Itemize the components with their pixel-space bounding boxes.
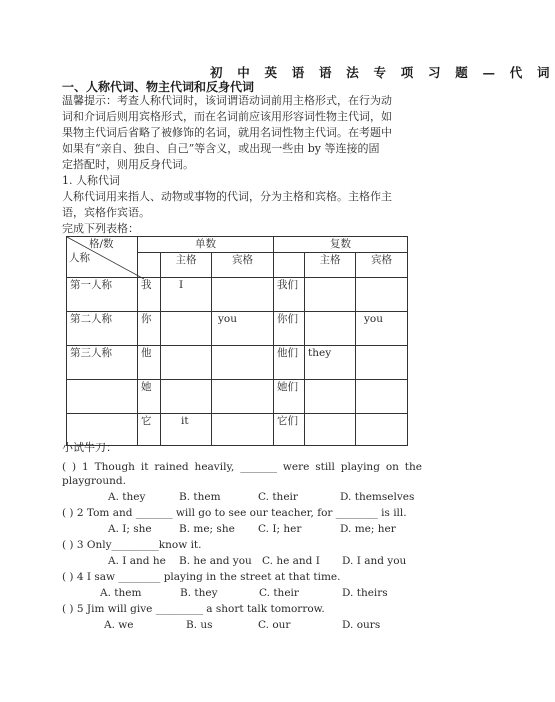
plural-word: 她们 — [274, 380, 305, 414]
singular-nominative — [161, 312, 212, 346]
table-row — [67, 414, 408, 446]
singular-word: 她 — [138, 380, 161, 414]
option-d[interactable]: D. theirs — [342, 587, 388, 599]
pronoun-table — [66, 236, 408, 446]
answer-paren[interactable]: ( ) — [62, 603, 74, 615]
document-title: 初 中 英 语 语 法 专 项 习 题 — 代 词 — [210, 65, 555, 80]
plural-nominative — [305, 414, 356, 446]
table-corner-cell — [67, 237, 138, 278]
singular-accusative — [212, 278, 274, 312]
singular-word: 我 — [138, 278, 161, 312]
header-nominative: 主格 — [161, 253, 212, 278]
singular-nominative — [161, 346, 212, 380]
option-c[interactable]: C. their — [258, 491, 298, 503]
plural-word: 你们 — [274, 312, 305, 346]
singular-accusative — [212, 380, 274, 414]
option-b[interactable]: B. them — [179, 491, 221, 503]
header-singular: 单数 — [138, 237, 274, 253]
tip-line: 定搭配时，则用反身代词。 — [62, 158, 194, 171]
option-d[interactable]: D. me; her — [340, 523, 396, 535]
plural-accusative — [356, 346, 408, 380]
question-1 — [62, 460, 422, 474]
plural-word: 它们 — [274, 414, 305, 446]
table-intro: 完成下列表格： — [62, 222, 139, 235]
question-text: 5 Jim will give _________ a short talk tomorrow. — [76, 603, 325, 615]
option-b[interactable]: B. he and you — [179, 555, 252, 567]
singular-word: 它 — [138, 414, 161, 446]
option-c[interactable]: C. I; her — [258, 523, 302, 535]
table-row — [67, 380, 408, 414]
question-5 — [62, 602, 422, 616]
option-c[interactable]: C. he and I — [262, 555, 320, 567]
plural-word: 我们 — [274, 278, 305, 312]
plural-word: 他们 — [274, 346, 305, 380]
option-a[interactable]: A. they — [108, 491, 146, 503]
row-label — [67, 380, 138, 414]
question-text: 4 I saw ________ playing in the street at that time. — [76, 571, 341, 583]
option-a[interactable]: A. I and he — [108, 555, 166, 567]
question-2 — [62, 506, 422, 520]
option-a[interactable]: A. we — [104, 619, 134, 631]
header-accusative: 宾格 — [212, 253, 274, 278]
header-plural: 复数 — [274, 237, 408, 253]
table-row — [67, 278, 408, 312]
singular-accusative: you — [212, 312, 274, 346]
corner-bottom-label: 人称 — [69, 252, 90, 264]
desc-line: 人称代词用来指人、动物或事物的代词，分为主格和宾格。主格作主 — [62, 190, 392, 203]
desc-line: 语，宾格作宾语。 — [62, 206, 150, 219]
header-accusative-plural: 宾格 — [356, 253, 408, 278]
question-1-cont: playground. — [62, 475, 126, 487]
option-b[interactable]: B. us — [186, 619, 213, 631]
option-a[interactable]: A. I; she — [108, 523, 152, 535]
corner-top-label: 格/数 — [89, 238, 114, 250]
header-nominative-plural: 主格 — [305, 253, 356, 278]
singular-nominative: I — [161, 278, 212, 312]
tip-line: 词和介词后则用宾格形式，而在名词前应该用形容词性物主代词，如 — [62, 110, 392, 123]
practice-heading: 小试牛刀： — [62, 441, 117, 454]
plural-accusative — [356, 414, 408, 446]
option-d[interactable]: D. themselves — [340, 491, 415, 503]
blank-cell — [274, 253, 305, 278]
option-d[interactable]: D. ours — [342, 619, 381, 631]
option-c[interactable]: C. our — [258, 619, 291, 631]
question-4 — [62, 570, 422, 584]
plural-nominative — [305, 380, 356, 414]
singular-word: 你 — [138, 312, 161, 346]
plural-accusative: you — [356, 312, 408, 346]
row-label: 第一人称 — [67, 278, 138, 312]
section-heading: 一、人称代词、物主代词和反身代词 — [62, 80, 255, 94]
answer-paren[interactable]: ( ) — [62, 539, 74, 551]
singular-nominative — [161, 380, 212, 414]
tip-line: 温馨提示：考查人称代词时，该词谓语动词前用主格形式，在行为动 — [62, 94, 392, 107]
plural-nominative: they — [305, 346, 356, 380]
option-a[interactable]: A. them — [100, 587, 142, 599]
subheading-personal-pronouns: 1. 人称代词 — [62, 174, 120, 187]
plural-nominative — [305, 278, 356, 312]
option-d[interactable]: D. I and you — [342, 555, 407, 567]
row-label: 第二人称 — [67, 312, 138, 346]
plural-accusative — [356, 278, 408, 312]
row-label: 第三人称 — [67, 346, 138, 380]
table-row — [67, 346, 408, 380]
tip-line: 果物主代词后省略了被修饰的名词，就用名词性物主代词。在考题中 — [62, 126, 392, 139]
question-text: 1 Though it rained heavily, _______ were still playing on the — [82, 461, 423, 473]
answer-paren[interactable]: ( ) — [62, 571, 74, 583]
singular-nominative: it — [161, 414, 212, 446]
question-text: 2 Tom and _______ will go to see our teacher, for ________ is ill. — [76, 507, 407, 519]
option-b[interactable]: B. they — [180, 587, 218, 599]
question-3 — [62, 538, 422, 552]
option-b[interactable]: B. me; she — [179, 523, 235, 535]
plural-nominative — [305, 312, 356, 346]
singular-accusative — [212, 346, 274, 380]
singular-accusative — [212, 414, 274, 446]
table-row — [67, 312, 408, 346]
answer-paren[interactable]: ( ) — [62, 507, 74, 519]
question-text: 3 Only_________know it. — [76, 539, 202, 551]
tip-line: 如果有“亲自、独自、自己”等含义，或出现一些由 by 等连接的固 — [62, 142, 380, 155]
answer-paren[interactable]: ( ) — [62, 461, 77, 473]
plural-accusative — [356, 380, 408, 414]
option-c[interactable]: C. their — [259, 587, 299, 599]
singular-word: 他 — [138, 346, 161, 380]
